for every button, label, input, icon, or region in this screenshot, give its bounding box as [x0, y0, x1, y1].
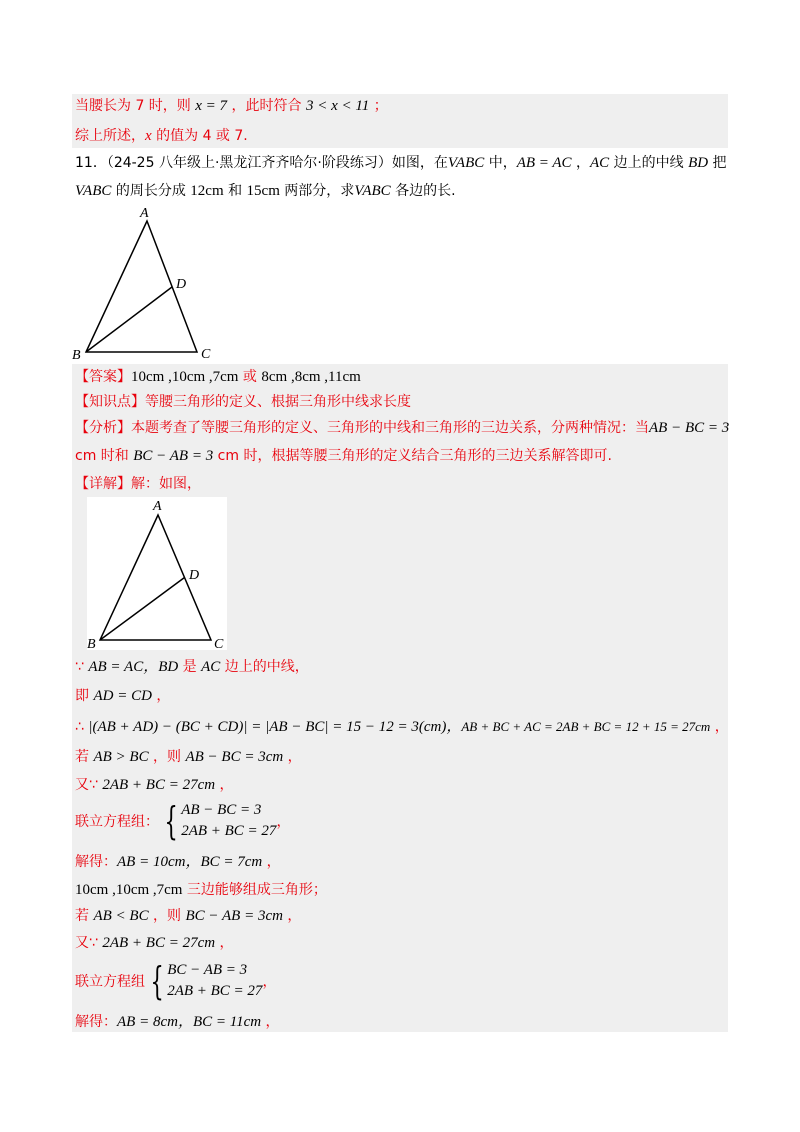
solution-text: 若 — [75, 749, 94, 765]
answer-line — [75, 367, 361, 387]
detail-step-1 — [75, 657, 309, 677]
question-text: 边上的中线 — [609, 155, 689, 171]
detail-triangle-figure — [87, 497, 227, 650]
solution-text: 本题考查了等腰三角形的定义、三角形的中线和三角形的三边关系，分两种情况：当 — [131, 420, 649, 436]
vertex-label-c: C — [214, 637, 224, 652]
detail-step-6-equation-system — [75, 799, 290, 843]
detail-step-7 — [75, 852, 281, 872]
math-formula: 15cm — [246, 183, 280, 199]
analysis-line-2 — [75, 446, 612, 466]
math-formula: 10cm ,10cm ,7cm — [75, 882, 183, 898]
detail-step-2 — [75, 686, 170, 706]
detail-step-5 — [75, 775, 234, 795]
previous-solution-line-2 — [75, 126, 248, 146]
question-text: 各边的长. — [390, 183, 456, 199]
math-formula: VABC — [354, 183, 391, 199]
vertex-label-c: C — [201, 347, 211, 362]
solution-text: ， — [261, 1014, 280, 1030]
question-line-2 — [75, 181, 456, 201]
math-formula: AB = AC，BD — [88, 659, 179, 675]
math-formula: 2AB + BC = 27cm — [102, 935, 216, 951]
question-text: 的周长分成 — [111, 183, 191, 199]
analysis-line-1 — [75, 418, 729, 438]
solution-text: 等腰三角形的定义、根据三角形中线求长度 — [145, 394, 411, 410]
previous-solution-line-1 — [75, 96, 388, 116]
point-label-d: D — [189, 568, 200, 583]
solution-text: cm 时和 — [75, 448, 134, 464]
math-formula: VABC — [447, 155, 485, 171]
solution-text: 三边能够组成三角形； — [182, 882, 327, 898]
detail-label: 【详解】 — [75, 476, 131, 492]
detail-line — [75, 474, 201, 494]
math-formula: AB = 10cm，BC = 7cm — [117, 854, 263, 870]
math-formula: BC − AB = 3 — [133, 448, 214, 464]
solution-text: cm 时，根据等腰三角形的定义结合三角形的三边关系解答即可. — [213, 448, 612, 464]
knowledge-line — [75, 392, 411, 412]
question-text: 中， — [484, 155, 517, 171]
question-text: 把 — [708, 155, 727, 171]
solution-text: ， — [151, 688, 171, 704]
vertex-label-b: B — [72, 348, 81, 363]
solution-text: ，则 — [148, 908, 186, 924]
solution-text: ， — [276, 814, 291, 830]
point-label-d: D — [176, 277, 187, 292]
math-formula: AB − BC = 3 — [649, 420, 730, 436]
question-line-1 — [75, 153, 727, 173]
solution-text: 解：如图， — [131, 476, 201, 492]
question-text: 11．（24-25 八年级上·黑龙江齐齐哈尔·阶段练习）如图，在 — [75, 155, 448, 171]
math-formula: AD = CD — [93, 688, 152, 704]
solution-text: 综上所述， — [75, 128, 145, 144]
math-formula: x = 7 — [195, 98, 228, 114]
solution-text: 是 — [178, 659, 202, 675]
math-formula: BD — [688, 155, 709, 171]
solution-text: ， — [262, 974, 277, 990]
math-formula: 8cm ,8cm ,11cm — [261, 369, 361, 385]
solution-text: 即 — [75, 688, 94, 704]
solution-text: ， — [215, 777, 234, 793]
math-formula: AB + BC + AC = 2AB + BC = 12 + 15 = 27cm — [461, 719, 711, 734]
math-variable: x — [145, 128, 152, 144]
equation: AB − BC = 3 — [181, 802, 262, 818]
solution-text: 若 — [75, 908, 94, 924]
math-formula: VABC — [75, 183, 112, 199]
left-brace: { — [164, 799, 178, 843]
answer-label: 【答案】 — [75, 369, 131, 385]
solution-text: ，此时符合 — [227, 98, 306, 114]
solution-text: ， — [283, 749, 302, 765]
knowledge-label: 【知识点】 — [75, 394, 145, 410]
solution-text: ， — [215, 935, 234, 951]
median-bd — [86, 287, 172, 352]
solution-text: 边上的中线， — [220, 659, 309, 675]
math-formula: BC − AB = 3cm — [185, 908, 283, 924]
math-formula: AB − BC = 3cm — [185, 749, 284, 765]
detail-step-4 — [75, 747, 302, 767]
solution-text: 又∵ — [75, 777, 103, 793]
math-formula: AC — [201, 659, 221, 675]
equation: 2AB + BC = 27 — [181, 823, 277, 839]
because-symbol: ∵ — [75, 659, 89, 675]
question-text: 两部分，求 — [279, 183, 355, 199]
solution-text: 或 — [238, 369, 262, 385]
math-formula: AB > BC — [93, 749, 149, 765]
question-text: ， — [571, 155, 590, 171]
math-formula: AB = 8cm，BC = 11cm — [117, 1014, 262, 1030]
analysis-label: 【分析】 — [75, 420, 131, 436]
vertex-label-a: A — [140, 206, 149, 221]
math-formula: |(AB + AD) − (BC + CD)| = |AB − BC| = 15 − 12 = 3(cm)， — [88, 719, 462, 735]
solution-text: 联立方程组： — [75, 814, 159, 830]
solution-text: ， — [282, 908, 302, 924]
detail-step-11-equation-system — [75, 959, 276, 1003]
median-bd — [100, 578, 185, 641]
math-formula: 12cm — [190, 183, 224, 199]
solution-text: 当腰长为 7 时，则 — [75, 98, 196, 114]
question-text: 和 — [223, 183, 247, 199]
solution-text: 解得： — [75, 1014, 117, 1030]
detail-step-8 — [75, 880, 327, 900]
left-brace: { — [150, 959, 164, 1003]
equation: BC − AB = 3 — [167, 962, 248, 978]
vertex-label-a: A — [153, 499, 162, 514]
solution-text: ， — [262, 854, 281, 870]
equation-stack — [181, 800, 276, 842]
math-formula: AB < BC — [93, 908, 149, 924]
math-formula: AB = AC — [516, 155, 572, 171]
math-formula: 2AB + BC = 27cm — [102, 777, 216, 793]
math-formula: 10cm ,10cm ,7cm — [131, 369, 239, 385]
solution-text: 的值为 4 或 7. — [151, 128, 248, 144]
solution-text: 联立方程组 — [75, 974, 145, 990]
therefore-symbol: ∴ — [75, 719, 89, 735]
equation: 2AB + BC = 27 — [167, 983, 263, 999]
solution-text: ； — [369, 98, 388, 114]
triangle-figure — [70, 200, 220, 365]
solution-text: 解得： — [75, 854, 117, 870]
detail-step-3 — [75, 717, 729, 737]
detail-step-10 — [75, 933, 234, 953]
solution-text: ，则 — [148, 749, 186, 765]
math-formula: AC — [590, 155, 610, 171]
vertex-label-b: B — [87, 637, 96, 652]
solution-text: ， — [710, 719, 729, 735]
math-formula: 3 < x < 11 — [305, 98, 370, 114]
solution-text: 又∵ — [75, 935, 103, 951]
detail-step-12 — [75, 1012, 280, 1032]
equation-stack — [167, 960, 262, 1002]
detail-step-9 — [75, 906, 301, 926]
